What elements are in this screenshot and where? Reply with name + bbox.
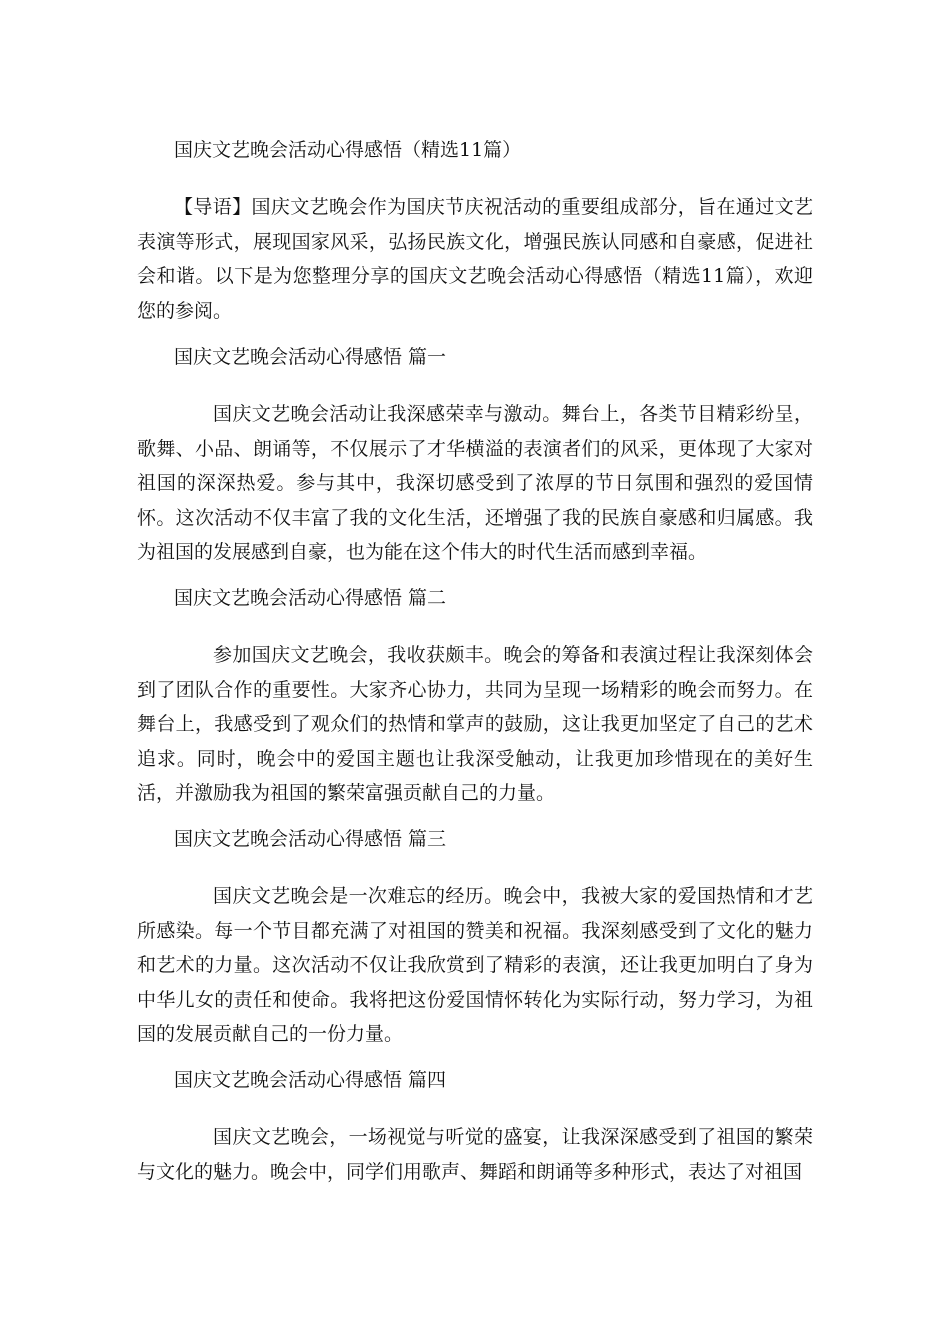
section-body-1: 国庆文艺晚会活动让我深感荣幸与激动。舞台上，各类节目精彩纷呈，歌舞、小品、朗诵等，不仅展示了才华横溢的表演者们的风采，更体现了大家对祖国的深深热爱。参与其中，我深切感受到了浓厚的节日氛围和强烈的爱国情怀。这次活动不仅丰富了我的文化生活，还增强了我的民族自豪感和归属感。我为祖国的发展感到自豪，也为能在这个伟大的时代生活而感到幸福。: [137, 403, 813, 563]
section-heading-3: 国庆文艺晚会活动心得感悟 篇三: [174, 828, 447, 850]
section-heading-2: 国庆文艺晚会活动心得感悟 篇二: [174, 587, 447, 609]
section-body-2: 参加国庆文艺晚会，我收获颇丰。晚会的筹备和表演过程让我深刻体会到了团队合作的重要性。大家齐心协力，共同为呈现一场精彩的晚会而努力。在舞台上，我感受到了观众们的热情和掌声的鼓励，这让我更加坚定了自己的艺术追求。同时，晚会中的爱国主题也让我深受触动，让我更加珍惜现在的美好生活，并激励我为祖国的繁荣富强贡献自己的力量。: [137, 644, 813, 804]
section-heading-1: 国庆文艺晚会活动心得感悟 篇一: [174, 346, 447, 368]
document-title: 国庆文艺晚会活动心得感悟（精选11篇）: [174, 139, 522, 161]
intro-paragraph: 【导语】国庆文艺晚会作为国庆节庆祝活动的重要组成部分，旨在通过文艺表演等形式，展现国家风采，弘扬民族文化，增强民族认同感和自豪感，促进社会和谐。以下是为您整理分享的国庆文艺晚会活动心得感悟（精选11篇），欢迎您的参阅。: [137, 196, 813, 322]
section-body-4: 国庆文艺晚会，一场视觉与听觉的盛宴，让我深深感受到了祖国的繁荣与文化的魅力。晚会中，同学们用歌声、舞蹈和朗诵等多种形式，表达了对祖国: [137, 1126, 813, 1183]
section-body-3: 国庆文艺晚会是一次难忘的经历。晚会中，我被大家的爱国热情和才艺所感染。每一个节目都充满了对祖国的赞美和祝福。我深刻感受到了文化的魅力和艺术的力量。这次活动不仅让我欣赏到了精彩的表演，还让我更加明白了身为中华儿女的责任和使命。我将把这份爱国情怀转化为实际行动，努力学习，为祖国的发展贡献自己的一份力量。: [137, 885, 813, 1045]
section-heading-4: 国庆文艺晚会活动心得感悟 篇四: [174, 1069, 447, 1091]
